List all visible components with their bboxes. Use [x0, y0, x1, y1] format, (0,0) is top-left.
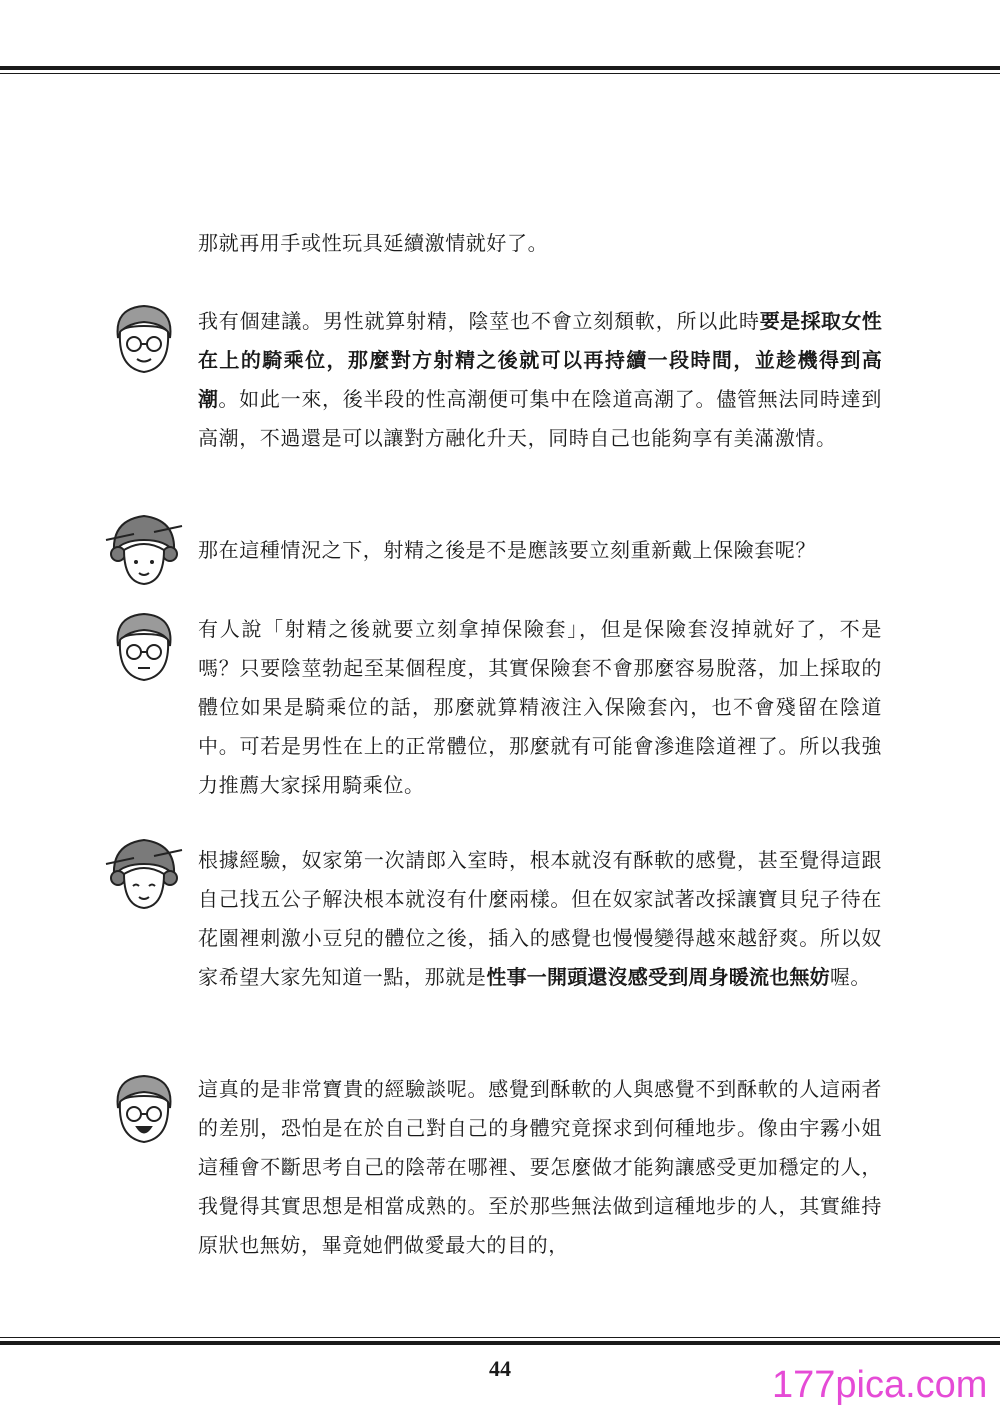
- bold-text-run: 性事一開頭還沒感受到周身暖流也無妨: [486, 965, 830, 989]
- text-run: 根據經驗，奴家第一次請郎入室時，根本就沒有酥軟的感覺，甚至覺得這跟自己找五公子解決根本就沒有什麼兩樣。但在奴家試著改採讓寶貝兒子待在花園裡刺激小豆兒的體位之後，插入的感覺也慢慢變得越來越舒爽。所以奴家希望大家先知道一點，那就是: [198, 848, 882, 989]
- woman-geisha-avatar-icon: [104, 834, 184, 914]
- man-glasses-avatar-icon: [104, 298, 184, 378]
- paragraph-0: [198, 224, 882, 263]
- text-run: 。如此一來，後半段的性高潮便可集中在陰道高潮了。儘管無法同時達到高潮，不過還是可以讓對方融化升天，同時自己也能夠享有美滿激情。: [198, 387, 882, 450]
- paragraph-1: [198, 302, 882, 458]
- watermark: 177pica.com: [772, 1364, 988, 1406]
- bold-text-run: 要是採取女性在上的騎乘位，那麼對方射精之後就可以再持續一段時間，並趁機得到高潮: [198, 309, 882, 411]
- text-run: 我有個建議。男性就算射精，陰莖也不會立刻頹軟，所以此時: [198, 309, 760, 333]
- paragraph-3: [198, 610, 882, 805]
- text-run: 這真的是非常寶貴的經驗談呢。感覺到酥軟的人與感覺不到酥軟的人這兩者的差別，恐怕是在於自己對自己的身體究竟探求到何種地步。像由宇霧小姐這種會不斷思考自己的陰蒂在哪裡、要怎麼做才能夠讓感受更加穩定的人，我覺得其實思想是相當成熟的。至於那些無法做到這種地步的人，其實維持原狀也無妨，畢竟她們做愛最大的目的，: [198, 1077, 882, 1257]
- page-number: 44: [489, 1356, 511, 1381]
- man-glasses-avatar-icon: [104, 606, 184, 686]
- paragraph-4: [198, 841, 882, 997]
- paragraph-5: [198, 1070, 882, 1265]
- man-glasses-avatar-icon: [104, 1068, 184, 1148]
- top-rule: [0, 66, 1000, 74]
- text-run: 喔。: [829, 965, 872, 989]
- woman-geisha-avatar-icon: [104, 510, 184, 590]
- text-run: 有人說「射精之後就要立刻拿掉保險套」，但是保險套沒掉就好了，不是嗎？只要陰莖勃起至某個程度，其實保險套不會那麼容易脫落，加上採取的體位如果是騎乘位的話，那麼就算精液注入保險套內，也不會殘留在陰道中。可若是男性在上的正常體位，那麼就有可能會滲進陰道裡了。所以我強力推薦大家採用騎乘位。: [198, 617, 882, 797]
- text-run: 那在這種情況之下，射精之後是不是應該要立刻重新戴上保險套呢？: [198, 538, 816, 562]
- text-run: 那就再用手或性玩具延續激情就好了。: [198, 231, 549, 255]
- bottom-rule: [0, 1337, 1000, 1345]
- paragraph-2: [198, 531, 882, 570]
